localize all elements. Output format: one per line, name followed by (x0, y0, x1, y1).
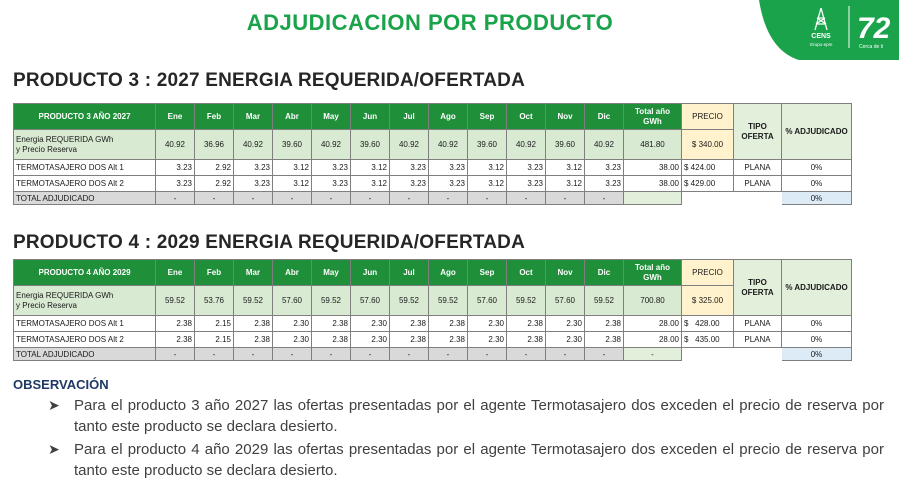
total-gwh-header: Total año GWh (624, 260, 682, 286)
tipo-oferta-header: TIPO OFERTA (734, 104, 782, 160)
svg-text:Cerca de ti: Cerca de ti (859, 44, 884, 50)
total-gwh-header: Total año GWh (624, 104, 682, 130)
table-row: TERMOTASAJERO DOS Alt 2 2.38 2.15 2.38 2.30 2.38 2.30 2.38 2.38 2.30 2.38 2.30 2.38 28.00 $ 435.00 PLANA 0% (14, 332, 852, 348)
product-3-title: PRODUCTO 3 : 2027 ENERGIA REQUERIDA/OFERTADA (13, 70, 526, 91)
pct-adjudicado-header: % ADJUDICADO (782, 260, 852, 316)
product-3-table: PRODUCTO 3 AÑO 2027 Ene Feb Mar Abr May Jun Jul Ago Sep Oct Nov Dic Total año GWh PRECIO TIPO OFERTA % ADJUDICADO Energia REQUERIDA GWh y Precio Reserva 40.92 36.96 40.92 39.60 40.92 39.60 40.92 40.92 39.60 40.92 39.60 40.92 481.80 $ 340.00 TERMOTASAJERO DOS Alt 1 3.23 2.92 3.23 3.12 3.23 3.12 3.23 3.23 3.12 3.23 3.12 3.23 38.00 $ 424.00 PLANA 0% TERMOTASAJERO DOS Alt 2 3.23 2.92 3.23 3.12 3.23 3.12 3.23 3.23 3.12 3.23 3.12 3.23 38.00 $ 429.00 PLANA 0% TOTAL ADJUDICADO - - - - - - - - - - - - 0% (13, 103, 852, 205)
table-row: TERMOTASAJERO DOS Alt 2 3.23 2.92 3.23 3.12 3.23 3.12 3.23 3.23 3.12 3.23 3.12 3.23 38.00 $ 429.00 PLANA 0% (14, 176, 852, 192)
required-total: 481.80 (624, 130, 682, 160)
product-4-table: PRODUCTO 4 AÑO 2029 Ene Feb Mar Abr May Jun Jul Ago Sep Oct Nov Dic Total año GWh PRECIO TIPO OFERTA % ADJUDICADO Energia REQUERIDA GWh y Precio Reserva 59.52 53.76 59.52 57.60 59.52 57.60 59.52 59.52 57.60 59.52 57.60 59.52 700.80 $ 325.00 TERMOTASAJERO DOS Alt 1 2.38 2.15 2.38 2.30 2.38 2.30 2.38 2.38 2.30 2.38 2.30 2.38 28.00 $ 428.00 PLANA 0% TERMOTASAJERO DOS Alt 2 2.38 2.15 2.38 2.30 2.38 2.30 2.38 2.38 2.30 2.38 2.30 2.38 28.00 $ 435.00 PLANA 0% TOTAL ADJUDICADO - - - - - - - - - - - - - 0% (13, 259, 852, 361)
svg-text:72: 72 (857, 12, 891, 45)
table-row: TERMOTASAJERO DOS Alt 1 3.23 2.92 3.23 3.12 3.23 3.12 3.23 3.23 3.12 3.23 3.12 3.23 38.00 $ 424.00 PLANA 0% (14, 160, 852, 176)
product-4-header-label: PRODUCTO 4 AÑO 2029 (14, 260, 156, 286)
observation-list (48, 395, 884, 483)
reserve-price: $ 325.00 (682, 286, 734, 316)
list-item: ➤ Para el producto 3 año 2027 las ofertas presentadas por el agente Termotasajero dos exceden el precio de reserva por tanto este producto se declara desierto. (48, 397, 884, 435)
svg-text:Grupo·epm: Grupo·epm (809, 42, 833, 47)
cens-logo (759, 0, 899, 60)
svg-text:CENS: CENS (811, 33, 831, 40)
tipo-oferta-header: TIPO OFERTA (734, 260, 782, 316)
pct-adjudicado-header: % ADJUDICADO (782, 104, 852, 160)
arrow-bullet-icon: ➤ (48, 397, 60, 413)
required-total: 700.80 (624, 286, 682, 316)
table-row: TERMOTASAJERO DOS Alt 1 2.38 2.15 2.38 2.30 2.38 2.30 2.38 2.38 2.30 2.38 2.30 2.38 28.00 $ 428.00 PLANA 0% (14, 316, 852, 332)
page-title: ADJUDICACION POR PRODUCTO (246, 10, 614, 35)
precio-header: PRECIO (682, 104, 734, 130)
reserve-price: $ 340.00 (682, 130, 734, 160)
observation-title: OBSERVACIÓN (13, 377, 109, 392)
product-3-header-label: PRODUCTO 3 AÑO 2027 (14, 104, 156, 130)
precio-header: PRECIO (682, 260, 734, 286)
total-adjudicado-row: TOTAL ADJUDICADO - - - - - - - - - - - - 0% (14, 192, 852, 205)
required-row: Energia REQUERIDA GWh y Precio Reserva 40.92 36.96 40.92 39.60 40.92 39.60 40.92 40.92 39.60 40.92 39.60 40.92 481.80 $ 340.00 (14, 130, 852, 160)
total-adjudicado-row: TOTAL ADJUDICADO - - - - - - - - - - - - - 0% (14, 348, 852, 361)
list-item: ➤ Para el producto 4 año 2029 las ofertas presentadas por el agente Termotasajero dos exceden el precio de reserva por tanto este producto se declara desierto. (48, 441, 884, 479)
required-row: Energia REQUERIDA GWh y Precio Reserva 59.52 53.76 59.52 57.60 59.52 57.60 59.52 59.52 57.60 59.52 57.60 59.52 700.80 $ 325.00 (14, 286, 852, 316)
arrow-bullet-icon: ➤ (48, 441, 60, 457)
product-4-title: PRODUCTO 4 : 2029 ENERGIA REQUERIDA/OFERTADA (13, 232, 526, 253)
